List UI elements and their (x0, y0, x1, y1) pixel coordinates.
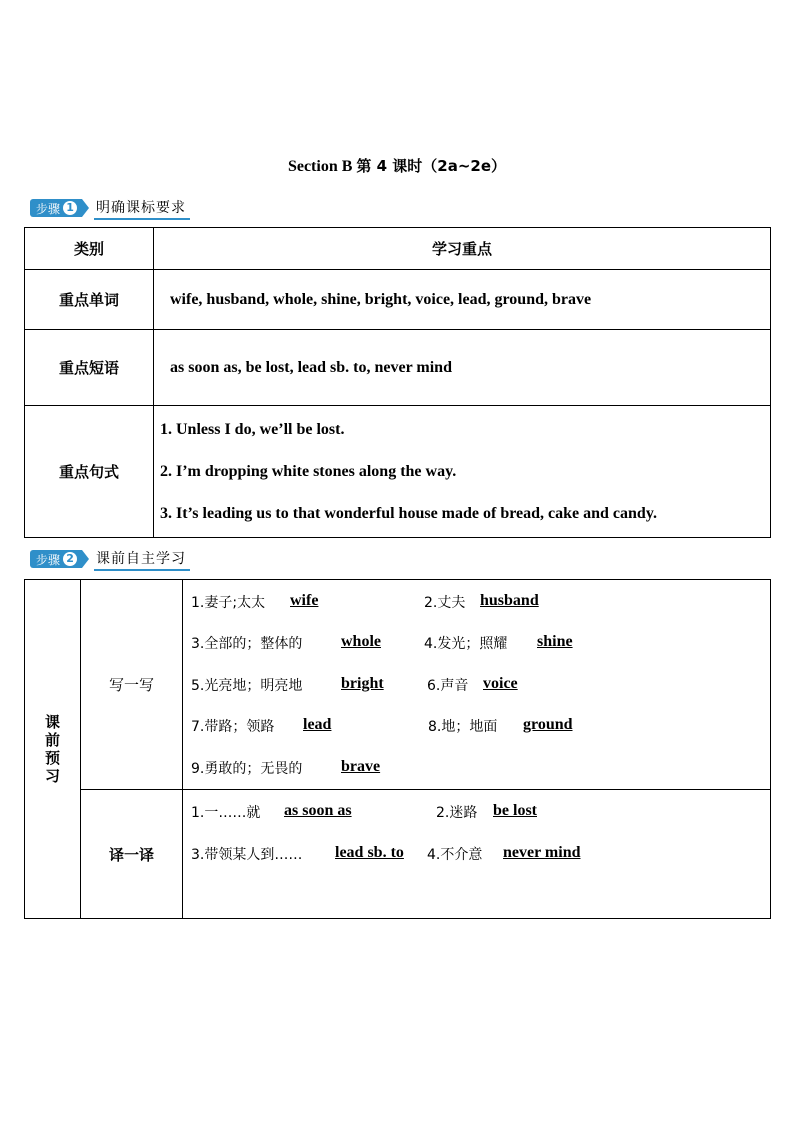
write-item-9-prompt: 9.勇敢的；无畏的 (191, 761, 303, 777)
write-item-1-answer: wife (290, 592, 319, 609)
translate-label: 译一译 (81, 790, 183, 919)
translate-item-1-prompt: 1.一……就 (191, 805, 261, 821)
write-item-7-prompt: 7.带路；领路 (191, 719, 275, 735)
section-label-cell (25, 580, 81, 919)
translate-grid (183, 790, 770, 918)
category-phrases: 重点短语 (25, 330, 154, 406)
write-item-3-answer: whole (341, 633, 381, 650)
sentence-3: 3. It’s leading us to that wonderful house made of bread, cake and candy. (160, 504, 657, 522)
category-words: 重点单词 (25, 270, 154, 330)
table-row-sentences (25, 406, 771, 538)
translate-item-1-answer: as soon as (284, 802, 352, 819)
translate-item-4-answer: never mind (503, 844, 581, 861)
write-item-3-prompt: 3.全部的；整体的 (191, 636, 303, 652)
translate-row (25, 790, 771, 919)
write-item-5-answer: bright (341, 675, 384, 692)
header-category: 类别 (25, 228, 154, 270)
step-1-badge (30, 199, 82, 217)
title-section: Section B (287, 158, 353, 175)
write-item-6-prompt: 6.声音 (427, 678, 469, 694)
step-1-badge-text: 步骤 (36, 201, 61, 216)
write-content (183, 580, 771, 790)
header-key-points: 学习重点 (154, 228, 771, 270)
write-item-6-answer: voice (483, 675, 518, 692)
table-row-words (25, 270, 771, 330)
step-1-label: 明确课标要求 (94, 197, 190, 220)
key-phrases: as soon as, be lost, lead sb. to, never mind (154, 330, 771, 406)
write-label: 写一写 (81, 580, 183, 790)
key-words: wife, husband, whole, shine, bright, voice, lead, ground, brave (154, 270, 771, 330)
step-2-number: 2 (63, 552, 77, 566)
translate-content (183, 790, 771, 919)
key-points-table (24, 227, 771, 538)
translate-item-2-prompt: 2.迷路 (436, 805, 478, 821)
write-grid (183, 580, 770, 789)
step-2-header (30, 549, 190, 569)
write-item-4-prompt: 4.发光；照耀 (424, 636, 508, 652)
section-label-text: 课前预习 (44, 713, 60, 785)
step-2-badge-text: 步骤 (36, 552, 61, 567)
step-2-badge (30, 550, 82, 568)
write-item-5-prompt: 5.光亮地；明亮地 (191, 678, 303, 694)
title-lesson: 第 4 课时（2a~2e） (356, 157, 507, 175)
write-item-2-answer: husband (480, 592, 539, 609)
table-header-row (25, 228, 771, 270)
sentence-2: 2. I’m dropping white stones along the way. (160, 462, 457, 480)
write-item-8-answer: ground (523, 716, 573, 733)
table-row-phrases (25, 330, 771, 406)
write-item-7-answer: lead (303, 716, 332, 733)
translate-item-4-prompt: 4.不介意 (427, 847, 483, 863)
write-row (25, 580, 771, 790)
translate-item-2-answer: be lost (493, 802, 537, 819)
translate-item-3-answer: lead sb. to (335, 844, 404, 861)
step-1-number: 1 (63, 201, 77, 215)
section-label (25, 713, 80, 785)
translate-item-3-prompt: 3.带领某人到…… (191, 847, 303, 863)
preview-table (24, 579, 771, 919)
write-item-8-prompt: 8.地；地面 (428, 719, 498, 735)
write-item-1-prompt: 1.妻子;太太 (191, 595, 266, 611)
category-sentences: 重点句式 (25, 406, 154, 538)
page-title (0, 155, 794, 176)
step-1-header (30, 198, 190, 218)
write-item-4-answer: shine (537, 633, 573, 650)
sentence-1: 1. Unless I do, we’ll be lost. (160, 420, 345, 438)
write-item-9-answer: brave (341, 758, 381, 775)
write-item-2-prompt: 2.丈夫 (424, 595, 466, 611)
key-sentences (154, 406, 771, 538)
step-2-label: 课前自主学习 (94, 548, 190, 571)
